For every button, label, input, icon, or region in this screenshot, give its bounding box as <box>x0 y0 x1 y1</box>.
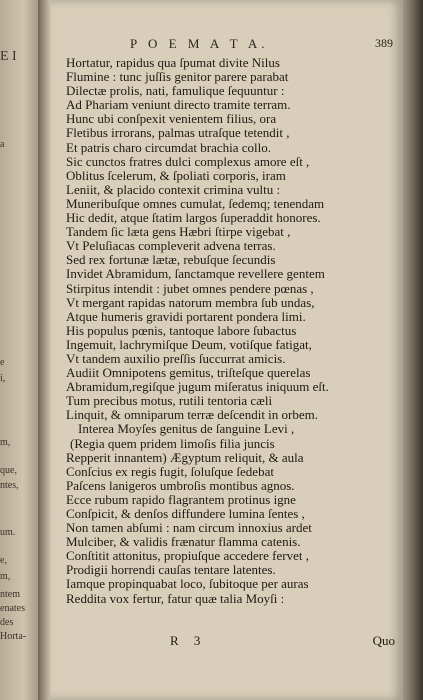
verse-line: Stirpitus intendit : jubet omnes pendere pœnas , <box>66 280 314 296</box>
catchword: Quo <box>372 633 395 648</box>
facing-page-fragment: E I <box>0 49 17 64</box>
verse-line: Sed rex fortunæ lætæ, rebuſque ſecundis <box>66 252 276 268</box>
facing-page-fragment: que, <box>0 465 17 476</box>
facing-page-fragment: m, <box>0 437 11 448</box>
verse-line: Hunc ubi conſpexit venientem filius, ora <box>66 111 277 127</box>
verse-line: Paſcens lanigeros umbroſis montibus agnos. <box>66 477 295 493</box>
verse-line: Vt mergant rapidas natorum membra ſub undas, <box>66 294 315 310</box>
book-gutter <box>38 0 50 700</box>
verse-line: Dilectæ prolis, nati, famulique ſequuntur : <box>66 83 285 99</box>
verse-line: His populus pœnis, tantoque labore ſubactus <box>66 322 297 338</box>
verse-line: Iamque propinquabat loco, ſubitoque per auras <box>66 576 309 592</box>
verse-line: Hortatur, rapidus qua ſpumat divite Nilus <box>66 55 280 70</box>
verse-line: Conſpicit, & denſos diffundere lumina ſentes , <box>66 506 305 521</box>
verse-line: Hic dedit, atque ſtatim largos ſuperaddit honores. <box>66 210 321 226</box>
page-number: 389 <box>375 36 393 50</box>
verse-line: Tum precibus motus, rutili tentoria cæli <box>66 393 273 409</box>
page-header <box>50 36 403 52</box>
verse-line: Mulciber, & validis frænatur flamma catenis. <box>66 534 301 550</box>
verse-line: Non tamen abſumi : nam circum innoxius ardet <box>66 520 312 536</box>
signature-mark: R 3 <box>170 633 207 648</box>
verse-line: Vt Peluſiacas compleverit advena terras. <box>66 238 276 254</box>
facing-page-fragment: des <box>0 617 14 628</box>
verse-line: Audiit Omnipotens gemitus, triſteſque querelas <box>66 365 311 381</box>
verse-line: Atque humeris gravidi portarent pondera limi. <box>66 308 306 324</box>
verse-line: Vt tandem auxilio preſſis ſuccurrat amicis. <box>66 350 286 366</box>
verse-line: Muneribuſque omnes cumulat, ſedemq; tenendam <box>66 195 325 211</box>
verse-line: Reddita vox fertur, fatur quæ talia Moyſi : <box>66 590 285 606</box>
verse-line: Linquit, & omniparum terræ deſcendit in orbem. <box>66 407 319 423</box>
facing-page-fragment: ntes, <box>0 480 19 491</box>
page-footer <box>50 633 403 651</box>
verse-line: Abramidum,regiſque jugum miſeratus iniquum eſt. <box>66 379 329 395</box>
verse-line: Tandem ſic læta gens Hæbri ſtirpe vigebat , <box>66 224 291 240</box>
facing-page-fragment: a <box>0 139 5 150</box>
page-edge-shadow <box>403 0 423 700</box>
verse-line: Ad Phariam veniunt directo tramite terram. <box>66 97 291 113</box>
verse-line: Flumine : tunc juſſis genitor parere parabat <box>66 69 289 85</box>
facing-page-fragment: e, <box>0 555 7 566</box>
verse-line: Conſtitit attonitus, propiuſque accedere fervet , <box>66 548 309 564</box>
verse-line: Et patris charo circumdat brachia collo. <box>66 139 272 155</box>
facing-page-fragment: e <box>0 357 5 368</box>
verse-line: Interea Moyſes genitus de ſanguine Levi , <box>78 421 295 437</box>
facing-page-edge <box>0 0 38 700</box>
facing-page-fragment: enates <box>0 603 25 614</box>
verse-line: Prodigii horrendi cauſas tentare latentes. <box>66 562 276 578</box>
facing-page-fragment: Horta- <box>0 631 27 642</box>
verse-line: Conſcius ex regis fugit, ſoluſque ſedebat <box>66 463 274 479</box>
verse-line: Ingemuit, lachrymiſque Deum, votiſque fatigat, <box>66 336 312 352</box>
poem-text <box>50 56 403 606</box>
verse-line: (Regia quem pridem limoſis filia juncis <box>70 435 275 451</box>
facing-page-fragment: i, <box>0 373 6 384</box>
verse-line: Sic cunctos fratres dulci complexus amore eſt , <box>66 153 310 169</box>
facing-page-fragment: m, <box>0 571 11 582</box>
verse-line: Fletibus irrorans, palmas utraſque tetendit , <box>66 125 290 141</box>
verse-line: Oblitus ſcelerum, & ſpoliati corporis, iram <box>66 167 286 183</box>
verse-line: Leniit, & placido contexit crimina vultu : <box>66 181 281 197</box>
running-title: P O E M A T A. <box>130 36 269 51</box>
verse-line: Ecce rubum rapido flagrantem protinus igne <box>66 491 296 507</box>
verse-line: Invidet Abramidum, ſanctamque revellere gentem <box>66 266 325 282</box>
book-page <box>50 0 403 700</box>
facing-page-fragment: um. <box>0 527 16 538</box>
facing-page-fragment: ntem <box>0 589 20 600</box>
verse-line: Repperit innantem) Ægyptum reliquit, & aula <box>66 449 304 465</box>
